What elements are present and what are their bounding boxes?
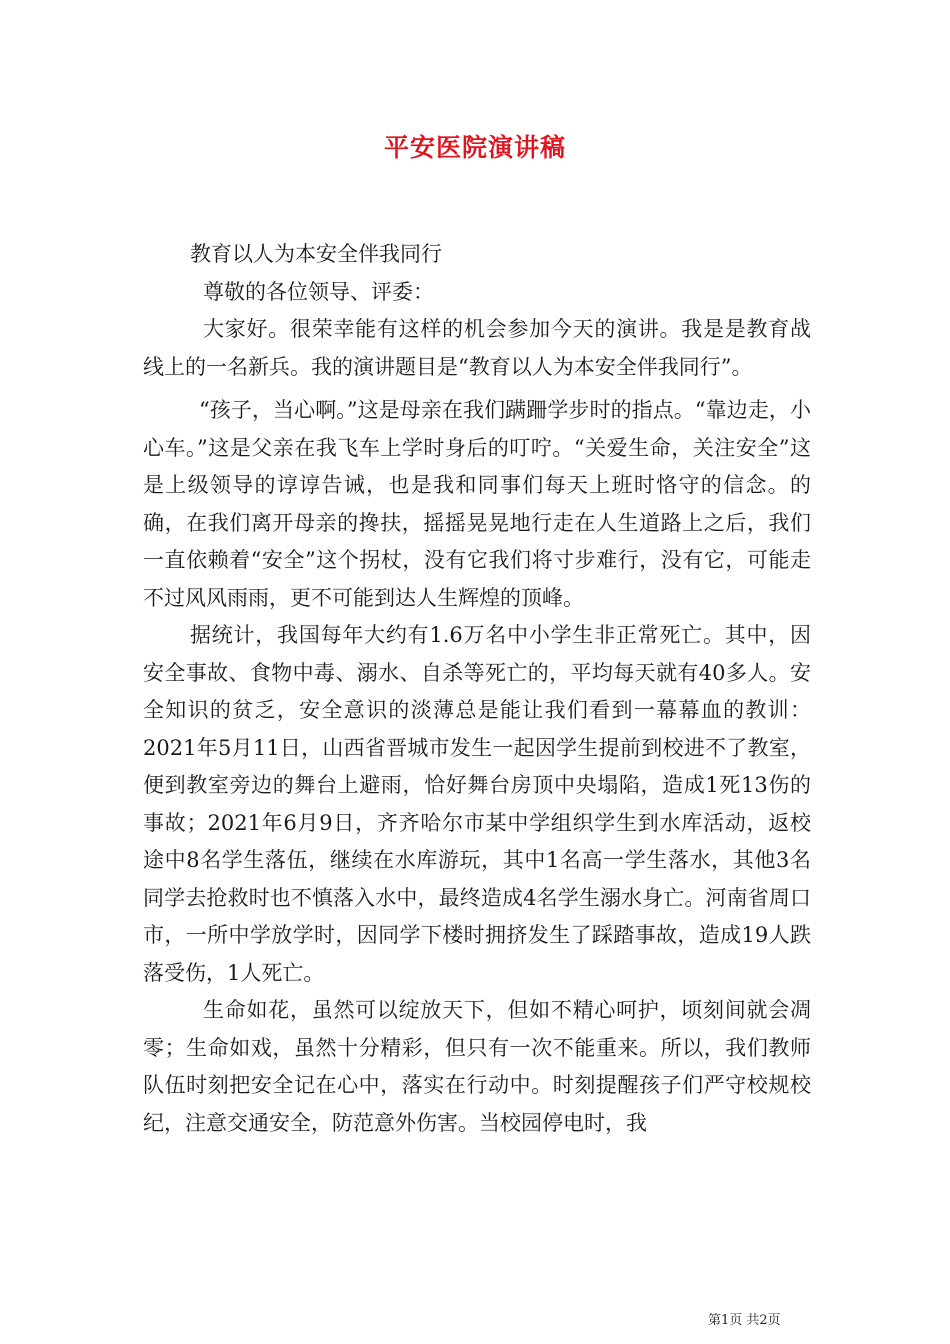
subtitle-paragraph: 教育以人为本安全伴我同行 <box>190 242 442 266</box>
page-number: 第1页 共2页 <box>708 1313 781 1328</box>
document-title: 平安医院演讲稿 <box>383 133 566 162</box>
salutation-paragraph: 尊敬的各位领导、评委： <box>203 279 434 304</box>
body-paragraph: 生命如花，虽然可以绽放天下，但如不精心呵护，顷刻间就会凋零；生命如戏，虽然十分精彩，但只有一次不能重来。所以，我们教师队伍时刻把安全记在心中，落实在行动中。时刻提醒孩子们严守校规校纪，注意交通安全，防范意外伤害。当校园停电时，我 <box>143 998 811 1135</box>
body-paragraph: 大家好。很荣幸能有这样的机会参加今天的演讲。我是是教育战线上的一名新兵。我的演讲题目是“教育以人为本安全伴我同行”。 <box>143 317 811 379</box>
document-body <box>143 236 811 1142</box>
body-paragraph: “孩子，当心啊。”这是母亲在我们蹒跚学步时的指点。“靠边走，小心车。”这是父亲在我飞车上学时身后的叮咛。“关爱生命，关注安全”这是上级领导的谆谆告诫，也是我和同事们每天上班时恪守的信念。的确，在我们离开母亲的搀扶，摇摇晃晃地行走在人生道路上之后，我们一直依赖着“安全”这个拐杖，没有它我们将寸步难行，没有它，可能走不过风风雨雨，更不可能到达人生辉煌的顶峰。 <box>143 398 811 610</box>
body-paragraph: 据统计，我国每年大约有1.6万名中小学生非正常死亡。其中，因安全事故、食物中毒、溺水、自杀等死亡的，平均每天就有40多人。安全知识的贫乏，安全意识的淡薄总是能让我们看到一幕幕血的教训：2021年5月11日，山西省晋城市发生一起因学生提前到校进不了教室，便到教室旁边的舞台上避雨，恰好舞台房顶中央塌陷，造成1死13伤的事故；2021年6月9日，齐齐哈尔市某中学组织学生到水库活动，返校途中8名学生落伍，继续在水库游玩，其中1名高一学生落水，其他3名同学去抢救时也不慎落入水中，最终造成4名学生溺水身亡。河南省周口市，一所中学放学时，因同学下楼时拥挤发生了踩踏事故，造成19人跌落受伤，1人死亡。 <box>143 623 811 985</box>
